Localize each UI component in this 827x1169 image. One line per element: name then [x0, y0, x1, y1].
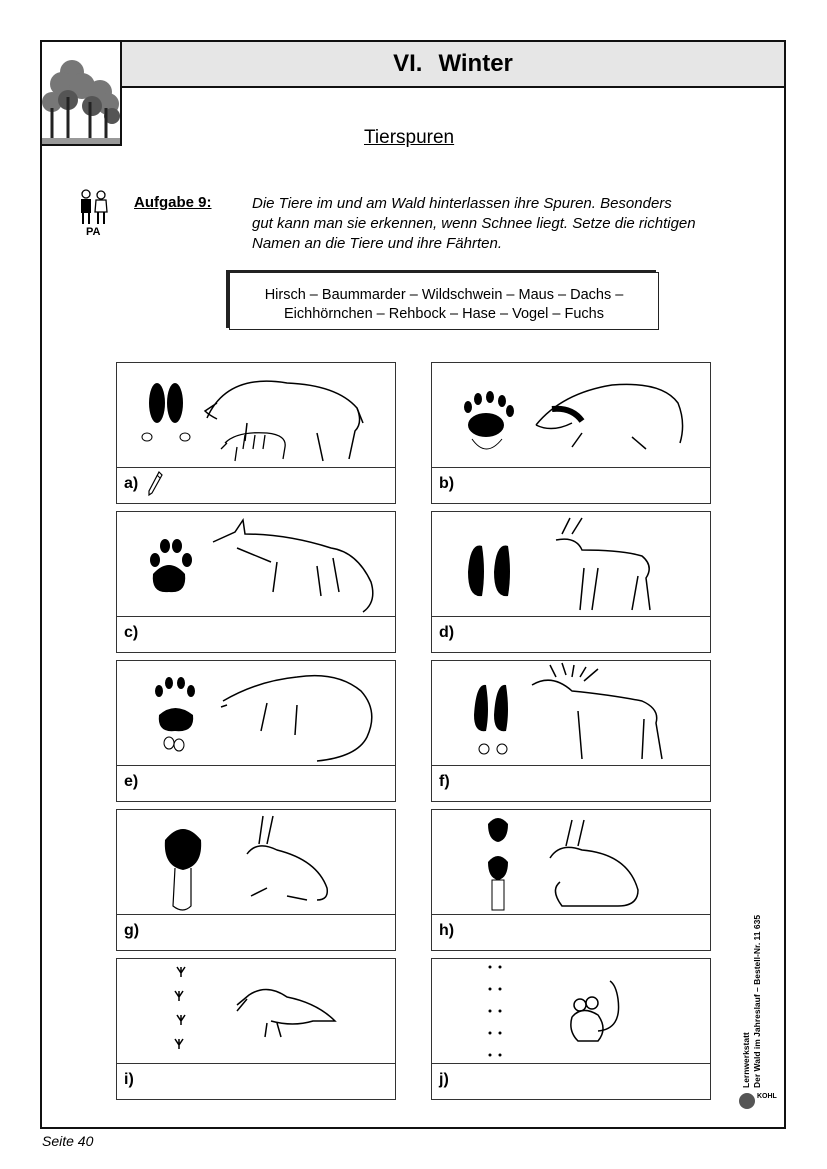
publisher-name: KOHL — [757, 1093, 777, 1100]
hind-paw-track-icon — [165, 829, 201, 910]
card-label: i) — [124, 1071, 134, 1088]
task-line: Die Tiere im und am Wald hinterlassen ihre Spuren. Besonders — [252, 195, 672, 212]
animal-card-h — [431, 809, 711, 951]
rabbit-icon — [550, 820, 638, 906]
mouse-icon — [571, 981, 619, 1041]
card-label: g) — [124, 922, 140, 939]
partner-work-badge: PA — [86, 226, 101, 238]
card-illustration — [432, 363, 710, 468]
hoof-track-icon — [474, 685, 508, 754]
claw-paw-track-icon — [464, 391, 514, 449]
pencil-icon — [147, 471, 163, 497]
card-illustration — [117, 810, 395, 915]
card-illustration — [432, 959, 710, 1064]
animal-card-f — [431, 660, 711, 802]
animal-card-a — [116, 362, 396, 504]
card-label: b) — [439, 475, 455, 492]
wild-boar-icon — [205, 381, 363, 461]
paw-track-icon — [150, 539, 192, 592]
task-line: gut kann man sie erkennen, wenn Schnee liegt. Setze die richtigen — [252, 215, 696, 232]
dot-track-icon — [489, 966, 502, 1057]
task-instructions — [252, 194, 772, 254]
card-label: f) — [439, 773, 450, 790]
card-label: a) — [124, 475, 139, 492]
book-title-order-number: Der Wald im Jahreslauf – Bestell-Nr. 11 635 — [752, 914, 762, 1088]
marten-icon — [221, 676, 372, 761]
task-line: Namen an die Tiere und ihre Fährten. — [252, 235, 503, 252]
animal-card-i — [116, 958, 396, 1100]
card-label: j) — [439, 1071, 449, 1088]
publisher-logo — [737, 1085, 777, 1115]
card-label: c) — [124, 624, 139, 641]
page-number: Seite 40 — [42, 1133, 94, 1149]
card-illustration — [117, 363, 395, 468]
piglet-icon — [221, 433, 285, 461]
animal-card-c — [116, 511, 396, 653]
fox-icon — [213, 520, 373, 612]
task-label: Aufgabe 9: — [134, 194, 212, 211]
card-illustration — [117, 959, 395, 1064]
card-label: e) — [124, 773, 139, 790]
hare-icon — [247, 816, 327, 900]
word-bank — [229, 272, 659, 330]
chapter-title-bar — [120, 40, 786, 88]
bird-icon — [237, 989, 335, 1037]
badger-icon — [536, 384, 683, 449]
animal-card-j — [431, 958, 711, 1100]
animal-card-b — [431, 362, 711, 504]
card-label: d) — [439, 624, 455, 641]
animal-card-g — [116, 809, 396, 951]
animal-card-d — [431, 511, 711, 653]
chapter-title: Winter — [438, 50, 513, 77]
hoof-track-icon — [468, 546, 510, 597]
hoof-track-icon — [142, 383, 190, 441]
chapter-number: VI. — [393, 50, 423, 77]
card-illustration — [432, 512, 710, 617]
animal-card-e — [116, 660, 396, 802]
bird-track-icon — [175, 967, 185, 1049]
red-deer-icon — [532, 663, 662, 759]
series-title: Lernwerkstatt — [741, 1032, 751, 1088]
forest-illustration — [40, 40, 122, 146]
hop-track-icon — [488, 818, 508, 910]
word-bank-line: Eichhörnchen – Rehbock – Hase – Vogel – Fuchs — [283, 306, 604, 322]
paw-track-icon — [155, 677, 195, 751]
roe-deer-icon — [556, 518, 650, 610]
card-label: h) — [439, 922, 455, 939]
card-illustration — [117, 512, 395, 617]
card-illustration — [432, 810, 710, 915]
page-subtitle: Tierspuren — [364, 127, 455, 148]
publisher-side-text — [741, 848, 763, 1088]
card-illustration — [432, 661, 710, 766]
card-illustration — [117, 661, 395, 766]
word-bank-line: Hirsch – Baummarder – Wildschwein – Maus – Dachs – — [264, 287, 624, 303]
